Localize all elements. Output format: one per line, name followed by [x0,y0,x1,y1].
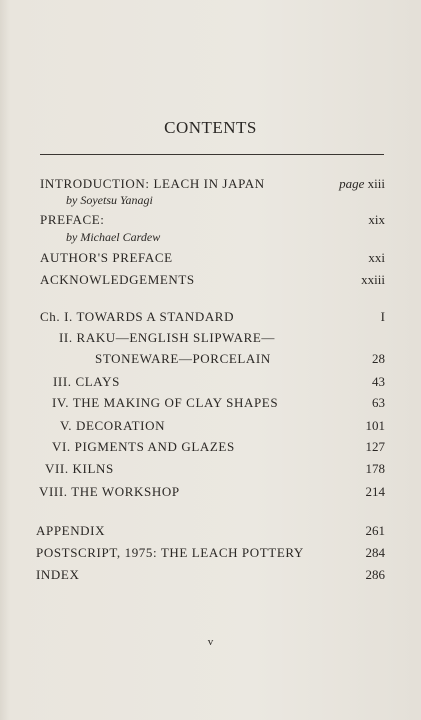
entry-title: VIII. THE WORKSHOP [39,484,180,499]
entry-page: 284 [365,545,385,560]
toc-entry-chapter-3 [0,372,421,392]
toc-entry-chapter-5 [0,416,421,436]
entry-title: VI. PIGMENTS AND GLAZES [52,439,235,454]
entry-page: 261 [365,523,385,538]
toc-entry-chapter-7 [0,459,421,479]
entry-page: xxi [368,250,385,265]
entry-title: V. DECORATION [60,418,166,433]
toc-entry-index [0,565,421,585]
page-number: xiii [367,176,385,191]
page-label: page [339,176,365,191]
toc-entry-chapter-6 [0,437,421,457]
entry-page: 127 [365,439,385,454]
entry-page: 178 [365,461,385,476]
toc-entry-chapter-8 [0,482,421,502]
entry-title: AUTHOR'S PREFACE [40,250,173,265]
toc-entry-chapter-2-cont [0,349,421,369]
entry-title: INDEX [36,567,80,582]
toc-byline-cardew [0,227,421,247]
entry-page: 214 [365,484,385,499]
entry-title: INTRODUCTION: LEACH IN JAPAN [40,176,265,191]
byline: by Soyetsu Yanagi [66,193,153,207]
toc-entry-chapter-2 [0,328,421,348]
entry-title: PREFACE: [40,212,105,227]
entry-page: 286 [365,567,385,582]
entry-page: 43 [372,374,385,389]
entry-title: III. CLAYS [53,374,120,389]
entry-title: VII. KILNS [45,461,114,476]
toc-entry-appendix [0,521,421,541]
contents-heading: CONTENTS [164,118,257,137]
entry-page: 28 [372,351,385,366]
heading-rule [40,154,384,155]
entry-page: 101 [365,418,385,433]
entry-title: STONEWARE—PORCELAIN [95,351,271,366]
entry-title: ACKNOWLEDGEMENTS [40,272,195,287]
entry-title: II. RAKU—ENGLISH SLIPWARE— [59,330,276,345]
toc-entry-chapter-1 [0,307,421,327]
toc-entry-acknowledgements [0,270,421,290]
toc-entry-postscript [0,543,421,563]
page-folio: v [207,636,214,648]
entry-title: Ch. I. TOWARDS A STANDARD [40,309,235,324]
toc-byline-yanagi [0,190,421,210]
entry-title: POSTSCRIPT, 1975: THE LEACH POTTERY [36,545,304,560]
entry-page: 63 [372,395,385,410]
entry-page: xxiii [361,272,385,287]
entry-title: APPENDIX [36,523,106,538]
toc-entry-authors-preface [0,248,421,268]
entry-page: I [380,309,385,324]
entry-title: IV. THE MAKING OF CLAY SHAPES [52,395,279,410]
entry-page: xix [368,212,385,227]
byline: by Michael Cardew [66,230,161,244]
toc-entry-chapter-4 [0,393,421,413]
